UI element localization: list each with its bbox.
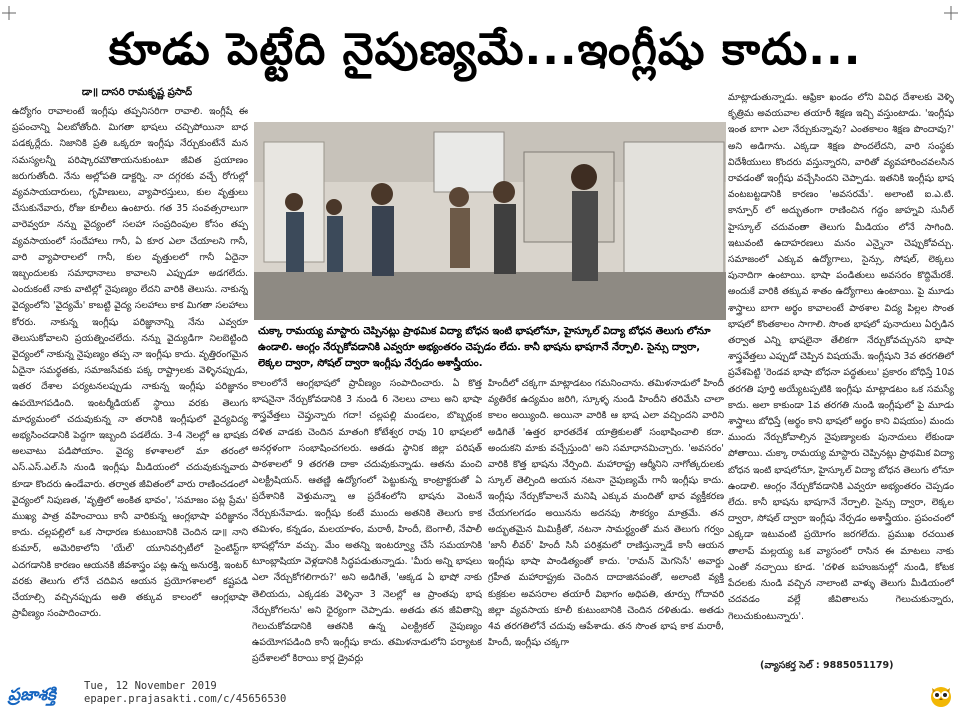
column-4-text: మాట్లాడుతున్నాడు. ఆఫ్రికా ఖండం లోని వివిధ దేశాలకు వెళ్ళి కృత్రిమ అవయవాల తయారీ శిక్షణ ఇచ్చి వస్తుంటాడు. 'ఇంగ్లీషు ఇంత బాగా ఎలా నేర్చుకున్నావు? ఎంతకాలం శిక్షణ పొందావు?' అని అడిగాను. ఎక్కడా శిక్షణ పొందలేదని, వారి సంస్థకు విదేశీయులు కొందరు వస్తున్నారని, వారితో వ్యవహారించవలసిన రావడంతో ఇంగ్లీషు వచ్చేసిందని చెప్పాడు. ఇతనికి ఇంగ్లీషు భాష వంటబట్టడానికి కారణం 'అవసరమే'. అలాంటి ఐ.ఎ.టి. కాన్పూర్ లో అద్భుతంగా రాణించిన గద్దం జాహ్నవి సునీల్ హైస్కూల్ చదువంతా తెలుగు మీడియం లోనే సాగింది. ఇటువంటి ఉదాహరణలు మనం ఎన్నైనా చెప్పుకోవచ్చు. సమాజంలో ఎక్కువ ఉద్యోగాలు, సైన్సు, సోషల్, లెక్కలు పునాదిగా ఉంటాయి. భాషా పండితులు అవసరం కొద్దిమేరకే. అందుకే వారికి తక్కువ శాతం ఉద్యోగాలు ఉంటాయి. పై మూడు శాస్త్రాలు బాగా అర్థం కావాలంటే పాఠశాల విద్య పిల్లల సొంత భాషలో కొంతకాలం సాగాలి. సొంత భాషలో పునాదులు ఏర్పడిన తర్వాత ఎన్ని భాషలైనా తేలికగా నేర్చుకోవచ్చునని భాషా శాస్త్రవేత్తలు ఎప్పుడో చెప్పిన విషయమే. ఇంగ్లీషుని 3వ తరగతిలో ప్రవేశపెట్టి 'రెండవ భాషా బోధనా పద్ధతులు' ప్రకారం బోధిస్తే 10వ తరగతి పూర్తి అయ్యేటప్పటికి ఇంగ్లీషు మాట్లాడటం ఒక సమస్యే కాదు. అలా కాకుండా 1వ తరగతి నుండి ఇంగ్లీషులో పై మూడు శాస్త్రాలు బోధిస్తే (అర్థం కాని భాషలో అర్థం కాని విషయం) మందు ముందు నేర్చుకోవాల్సిన నైపుణ్యాలకు పునాదులు లేకుండా పోతాయి. చుక్కా రామయ్య మాస్టారు చెప్పినట్లు ప్రాథమిక విద్యా బోధన ఇంటి భాషలోనూ, హైస్కూల్ విద్యా బోధన తెలుగు లోనూ ఉండాలి. ఆంగ్లం నేర్చుకోవడానికి ఎవ్వరూ అభ్యంతరం చెప్పడం లేదు. కానీ భాషను భాషగానే నేర్పాలి. సైన్సు ద్వారా, లెక్కల ద్వారా, సోషల్ ద్వారా ఇంగ్లీషు నేర్పడం అశాస్త్రీయం. ప్రపంచంలో ఎక్కడా ఇటువంటి ప్రయోగం జరగలేదు. ప్రముఖ రచయిత తాలాప్ మల్లయ్య ఒక వ్యాసంలో రాసిన ఈ మాటలు నాకు ఎంతో నచ్చాయి కూడ. 'దళిత బహుజనుల్లో నుండి, కోటక పేదలకు నుండి వచ్చిన నాలాంటి వాళ్ళు తెలుగు మీడియంలో చదవడం వల్లే జీవితాలను గెలుచుకున్నారు, గెలుచుకుంటున్నారు'. [728, 92, 954, 622]
column-2-text: కాలంలోనే ఆంగ్లభాషలో ప్రావీణ్యం సంపాదించారు. ఏ కొత్త భాషనైనా నేర్చుకోవడానికి 3 నుండి 6 నెలలు చాలు అని భాషా శాస్త్రవేత్తలు చెప్తున్నారు గదా! చల్లపల్లి మండలం, బొబ్బర్లంక దళిత వాడకు చెందిన మాతంగి కోటేశ్వర రావు 10 భాషలలో అనర్గళంగా సంభాషించగలరు. ఆతడు స్థానిక జిల్లా పరిషత్ పాఠశాలలో 9 తరగతి దాకా చదువుకున్నాడు. ఆతను మంచి ఎలక్ట్రీషియన్. ఆతణ్ణి ఉద్యోగంలో పెట్టుకున్న కాంట్రాక్టరుతో ఏ ప్రదేశానికి వెళ్తుమన్నా ఆ ప్రదేశంలోని భాషను వెంటనే నేర్చుకునేవాడు. ఇంగ్లీషు కంటే ముందు అతనికి తెలుగు కాక తమిళం, కన్నడం, మలయాళం, మరాఠీ, హిందీ, బెంగాలీ, నేపాలీ భాషల్లోనూ వచ్చు. మేం అతన్ని ఇంటర్వ్యూ చేసే సమయానికి టూంబ్లాషియా వెళ్లడానికి సిద్ధపడుతున్నాడు. 'మీరు అన్ని భాషలు ఎలా నేర్చుకోగలిగారు?' అని అడిగితే, 'ఆక్కడ ఏ భాషో నాకు తెలియదు, ఎక్కడకు వెళ్ళినా 3 నెలల్లో ఆ ప్రాంతపు భాష నేర్చుకోగలను' అని ధైర్యంగా చెప్పాడు. అతడు తన జీవితాన్ని గెలుచుకోవడానికి ఆతనికి ఉన్న ఎలక్ట్రికల్ నైపుణ్యం ఉపయోగపడింది కానీ ఇంగ్లీషు కాదు. తమిళనాడులోని పర్యాటక ప్రదేశాలలో కిరాయి కార్ల డ్రైవర్లు [252, 378, 482, 665]
crop-mark-left [2, 6, 16, 20]
photo-caption: చుక్కా రామయ్య మాస్టారు చెప్పినట్లు ప్రాథమిక విద్యా బోధన ఇంటి భాషలోనూ, హైస్కూల్ విద్యా బోధన తెలుగు లోనూ ఉండాలి. ఆంగ్లం నేర్చుకోవడానికి ఎవ్వరూ అభ్యంతరం చెప్పడం లేదు. కానీ భాషను భాషగానే నేర్పాలి. సైన్సు ద్వారా, లెక్కల ద్వారా, సోషల్ ద్వారా ఇంగ్లీషు నేర్పడం అశాస్త్రీయం. [258, 326, 711, 369]
workshop-photo-illustration [254, 122, 726, 320]
article-column-2 [252, 376, 482, 676]
column-3-text: హిందీలో చక్కగా మాట్లాడటం గమనించాను. తమిళనాడులో హిందీ వ్యతిరేక ఉద్యమం జరిగి, స్కూళ్ళ నుండి హిందీని తరిమేసి చాలా కాలం అయ్యింది. అయినా వారికి ఆ భాష ఎలా వచ్చిందని వారిని అడిగితే 'ఉత్తర భారతదేశ యాత్రికులతో సంభాషించాలి కదా. అందుకని మాకు వచ్చేస్తుంది' అని సమాధానమిచ్చారు. 'అవసరం' వారికి కొత్త భాషను నేర్పింది. మహారాష్ట్ర ఆర్మీనిని నాగోత్కరులకు స్కూల్ తెల్పింది అయన నటనా నైపుణ్యమే గానీ ఇంగ్లీషు కాదు. ఇంగ్లీషు నేర్చుకోవాలనే మనిషి ఎక్కువ మందితో భావ వ్యక్తీకరణ చేయగలగడం అయినను అదనపు సౌకర్యం మాత్రమే. తన అద్భుతమైన మిమిక్రీతో, నటనా సామర్థ్యంతో మన తెలుగు గర్వం 'జానీ లీవర్' హిందీ సినీ పరిశ్రమలో రాణిస్తున్నాడే కానీ ఆయన ఇంగ్లీషు భాషా పాండిత్యంతో కాదు. 'రామన్ మెగసెసే' అవార్డు గ్రహీత మహారాష్ట్రకు చెందిన దాదాజినపంతో, అలాంటి వ్యక్తి కుక్రకుల అవసరాల తయారీ విభాగం అధిపతి, తూర్పు గోదావరి జిల్లా వ్యవసాయ కూలీ కుటుంబానికి చెందిన దళితుడు. అతడు 4వ తరగతిలోనే చదువు ఆపేశాడు. తన సొంత భాష కాక మరాఠీ, హిందీ, ఇంగ్లీషు చక్కగా [488, 378, 724, 649]
article-column-1 [12, 104, 248, 684]
column-1-text: ఉద్యోగం రావాలంటే ఇంగ్లీషు తప్పనిసరిగా రావాలి. ఇంగ్లీషే ఈ ప్రపంచాన్ని ఏలబోతోంది. మిగతా భాషలు చచ్చిపోయినా బాధ పడక్కర్లేదు. నిజానికి ప్రతి ఒక్కరూ ఇంగ్లీషు నేర్చుకుంటేనే మన సమస్యలన్నీ పరిష్కారమౌతాయనుకుంటూ జీవిత ప్రయాణం జరుగుతోంది. నేను అల్లోపతి డాక్టర్ని. నా దగ్గరకు వచ్చే రోగుల్లో వ్యవసాయదారులు, గృహిణులు, వ్యాపారస్తులు, కుల వృత్తులు చేసుకునేవారు, రోజు కూలీలు ఉంటారు. గత 35 సంవత్సరాలుగా వారెవ్వరూ నన్ను వైద్యంలో సలహా సంప్రదింపుల కోసం తప్ప వ్యవసాయంలో సందేహాలు గానీ, ఏ కూర ఎలా చేయాలని గానీ, వారి వ్యాపారాలలో గానీ, కుల వృత్తులలో గానీ ఏదైనా ఇబ్బందులకు సమాధానాలు కావాలని ఎప్పుడూ అడగలేదు. ఎందుకంటే నాకు వాటిల్లో నైపుణ్యం లేదని వారికి తెలుసు. నాకున్న వైద్యంలోని 'వైద్యమే' కాబట్టి వైద్య సలహాలు కాక మిగతా సలహాలు కోరరు. నాకున్న ఇంగ్లీషు పరిజ్ఞానాన్ని నేను ఎవ్వరూ తెలుసుకోవాలని ప్రయత్నించలేదు. నన్ను వైద్యుడిగా నిలబెట్టింది వైద్యంలో నాకున్న నైపుణ్యం తప్ప నా ఇంగ్లీషు కాదు. వృత్తిరంగమైన ఏదైనా సమర్థతకు, సమాజసేవకు పక్క రాష్ట్రాలకు వెళ్ళినప్పుడు, ఇతర దేశాల పర్యటనలప్పుడు నాకున్న ఇంగ్లీషు పరిజ్ఞానం ఉపయోగపడింది. ఇంటర్మీడియట్ స్థాయి వరకు తెలుగు మాధ్యమంలో చదువుకున్న నా తరానికి ఇంగ్లీషులో వైద్యవిద్య అభ్యసించడానికి పెద్దగా ఇబ్బంది పడలేదు. 3-4 నెలల్లో ఆ భాషకు అలవాటు పడిపోయాం. వైద్య కళాశాలలో మా తరంలో ఎస్.ఎస్.ఎల్.సి నుండి ఇంగ్లీషు మీడియంలో చదువుకున్నవారు కూడా కొందరు ఉండేవారు. తర్వాత జీవితంలో వారు రాణించడంలో వైద్యంలో నిపుణత, 'వృత్తిలో అంకిత భావం', 'సమాజం పట్ల ప్రేమ' ముఖ్య పాత్ర వహించాయి కానీ వారికున్న ఆంగ్లభాషా పరిజ్ఞానం కాదు. చల్లపల్లిలో ఒక సాధారణ కుటుంబానికి చెందిన డా॥ నాని కుమార్, అమెరికాలోని 'యేల్' యూనివర్సిటీలో సైంటిస్ట్‌గా ఎదగడానికి కారణం ఆయనకి జీవశాస్త్రం పట్ల ఉన్న అనురక్తి, ఇంటర్ వరకు తెలుగు లోనే చదివిన ఆయన ప్రయోగశాలలో కష్టపడి చేయాల్సి వచ్చినప్పుడు అతి తక్కువ కాలంలో ఆంగ్లభాషా ప్రావీణ్యం సంపాదించారు. [12, 106, 248, 620]
crop-mark-right [944, 6, 958, 20]
article-column-4 [728, 90, 954, 676]
article-column-3 [488, 376, 724, 676]
publication-date: Tue, 12 November 2019 [84, 680, 217, 692]
owl-icon[interactable] [928, 682, 954, 708]
article-headline: కూడు పెట్టేది నైపుణ్యమే...ఇంగ్లీషు కాదు... [108, 24, 862, 75]
article-photo [254, 122, 726, 320]
epaper-link[interactable]: epaper.prajasakti.com/c/45656530 [84, 693, 287, 705]
prajasakti-logo[interactable]: ప్రజాశక్తి [8, 685, 56, 705]
article-byline: డా॥ దాసరి రామకృష్ణ ప్రసాద్ [81, 87, 193, 98]
author-contact: (వ్యాసకర్త సెల్ : 9885051179) [760, 660, 894, 671]
